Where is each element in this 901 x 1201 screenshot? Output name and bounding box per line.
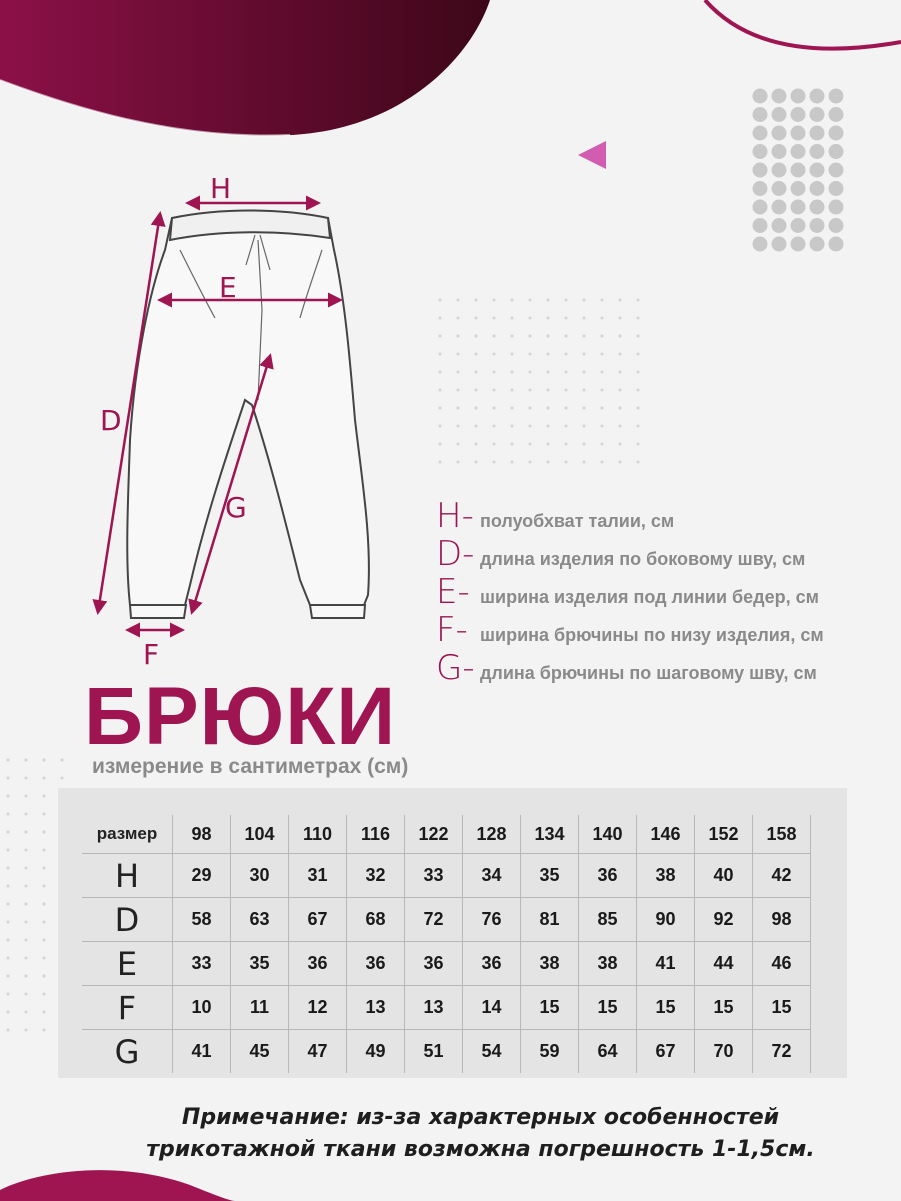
- table-cell: 47: [289, 1030, 347, 1074]
- size-header-cell: 128: [463, 815, 521, 854]
- table-cell: 40: [695, 854, 753, 898]
- left-cuff: [130, 605, 186, 618]
- table-cell: 76: [463, 898, 521, 942]
- table-cell: 34: [463, 854, 521, 898]
- table-cell: 70: [695, 1030, 753, 1074]
- table-row: [82, 942, 811, 986]
- table-row: [82, 854, 811, 898]
- table-cell: 10: [173, 986, 231, 1030]
- table-cell: 68: [347, 898, 405, 942]
- table-cell: 36: [579, 854, 637, 898]
- legend-letter: F-: [436, 610, 468, 650]
- table-cell: 33: [173, 942, 231, 986]
- legend-row-h: [436, 498, 824, 536]
- legend-text: полуобхват талии, см: [480, 511, 675, 531]
- table-cell: 35: [521, 854, 579, 898]
- table-cell: 15: [637, 986, 695, 1030]
- note-line-2: трикотажной ткани возможна погрешность 1-1,5см.: [146, 1137, 815, 1162]
- size-header-cell: 140: [579, 815, 637, 854]
- right-cuff: [310, 605, 365, 618]
- table-cell: 64: [579, 1030, 637, 1074]
- table-cell: 42: [753, 854, 811, 898]
- table-cell: 63: [231, 898, 289, 942]
- size-header-cell: 134: [521, 815, 579, 854]
- size-header-cell: 98: [173, 815, 231, 854]
- label-h: H: [210, 172, 232, 205]
- table-cell: 46: [753, 942, 811, 986]
- pants-outline: [127, 211, 369, 619]
- table-cell: 36: [347, 942, 405, 986]
- legend-letter: H-: [436, 496, 474, 536]
- legend-row-f: [436, 612, 824, 650]
- table-cell: 49: [347, 1030, 405, 1074]
- table-cell: 38: [579, 942, 637, 986]
- pants-body: [127, 218, 369, 605]
- table-cell: 30: [231, 854, 289, 898]
- table-cell: 72: [753, 1030, 811, 1074]
- legend-row-g: [436, 650, 824, 688]
- table-cell: 38: [637, 854, 695, 898]
- legend-text: ширина изделия под линии бедер, см: [480, 587, 819, 607]
- table-cell: 72: [405, 898, 463, 942]
- size-header-cell: 146: [637, 815, 695, 854]
- label-f: F: [143, 638, 160, 671]
- legend-letter: E-: [436, 572, 470, 612]
- table-cell: 15: [753, 986, 811, 1030]
- table-row: [82, 986, 811, 1030]
- table-cell: 59: [521, 1030, 579, 1074]
- table-cell: 13: [347, 986, 405, 1030]
- table-cell: 81: [521, 898, 579, 942]
- row-label: F: [82, 986, 173, 1030]
- size-header-cell: 104: [231, 815, 289, 854]
- size-table: [82, 815, 811, 1073]
- table-cell: 36: [405, 942, 463, 986]
- table-cell: 15: [521, 986, 579, 1030]
- note-line-1: Примечание: из-за характерных особенностей: [181, 1105, 780, 1130]
- table-cell: 33: [405, 854, 463, 898]
- row-label: G: [82, 1030, 173, 1074]
- legend-text: ширина брючины по низу изделия, см: [480, 625, 824, 645]
- table-cell: 12: [289, 986, 347, 1030]
- table-cell: 45: [231, 1030, 289, 1074]
- table-cell: 36: [289, 942, 347, 986]
- size-header-label: размер: [82, 815, 173, 854]
- table-cell: 15: [579, 986, 637, 1030]
- table-cell: 51: [405, 1030, 463, 1074]
- legend-row-d: [436, 536, 824, 574]
- measurement-legend: [436, 498, 824, 688]
- table-cell: 13: [405, 986, 463, 1030]
- table-cell: 31: [289, 854, 347, 898]
- table-cell: 90: [637, 898, 695, 942]
- legend-letter: D-: [436, 534, 475, 574]
- legend-text: длина изделия по боковому шву, см: [480, 549, 806, 569]
- table-cell: 29: [173, 854, 231, 898]
- table-cell: 98: [753, 898, 811, 942]
- size-header-cell: 122: [405, 815, 463, 854]
- legend-text: длина брючины по шаговому шву, см: [480, 663, 817, 683]
- table-row: [82, 898, 811, 942]
- table-cell: 15: [695, 986, 753, 1030]
- table-header-row: [82, 815, 811, 854]
- table-cell: 58: [173, 898, 231, 942]
- table-cell: 44: [695, 942, 753, 986]
- table-cell: 38: [521, 942, 579, 986]
- size-header-cell: 158: [753, 815, 811, 854]
- table-cell: 67: [289, 898, 347, 942]
- legend-letter: G-: [436, 648, 475, 688]
- table-cell: 14: [463, 986, 521, 1030]
- label-d: D: [100, 404, 122, 437]
- label-e: E: [219, 271, 237, 304]
- table-cell: 41: [173, 1030, 231, 1074]
- table-row: [82, 1030, 811, 1074]
- size-header-cell: 116: [347, 815, 405, 854]
- table-cell: 35: [231, 942, 289, 986]
- page-title: БРЮКИ: [84, 671, 397, 762]
- table-cell: 67: [637, 1030, 695, 1074]
- table-cell: 92: [695, 898, 753, 942]
- table-cell: 54: [463, 1030, 521, 1074]
- note: [0, 1102, 901, 1166]
- row-label: E: [82, 942, 173, 986]
- table-cell: 36: [463, 942, 521, 986]
- table-cell: 11: [231, 986, 289, 1030]
- row-label: D: [82, 898, 173, 942]
- page-subtitle: измерение в сантиметрах (см): [92, 755, 409, 778]
- legend-row-e: [436, 574, 824, 612]
- table-cell: 32: [347, 854, 405, 898]
- table-cell: 41: [637, 942, 695, 986]
- size-header-cell: 152: [695, 815, 753, 854]
- row-label: H: [82, 854, 173, 898]
- size-header-cell: 110: [289, 815, 347, 854]
- label-g: G: [225, 491, 247, 524]
- table-cell: 85: [579, 898, 637, 942]
